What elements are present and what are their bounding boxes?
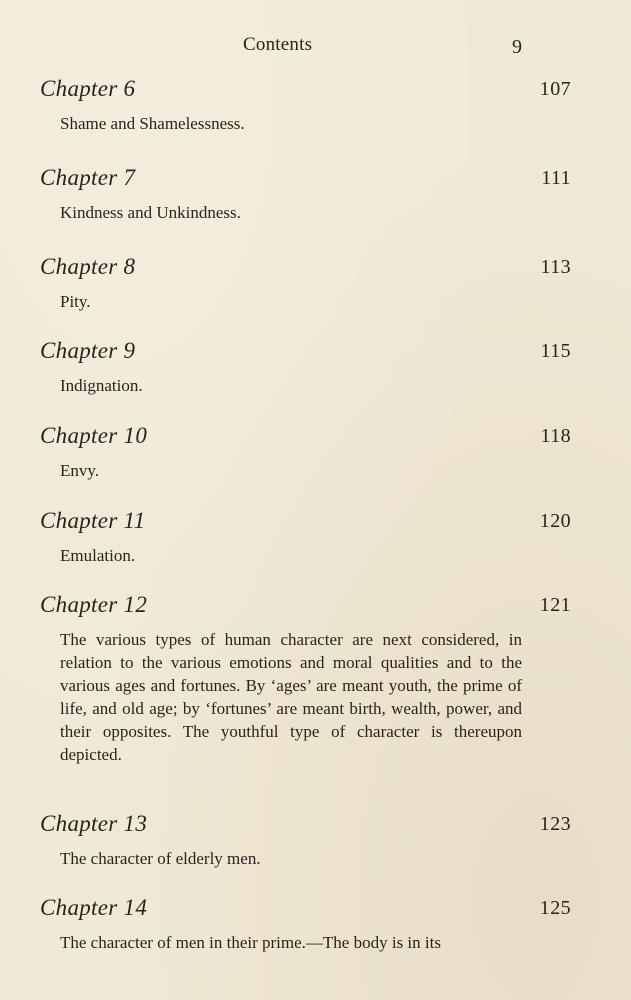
chapter-page-number: 123 [539,813,571,835]
chapter-summary: Indignation. [60,376,143,395]
chapter-page-number: 120 [539,510,571,532]
chapter-summary: The character of elderly men. [60,849,261,868]
chapter-page-number: 107 [539,78,571,100]
chapter-page-number: 121 [539,594,571,616]
chapter-summary: The various types of human character are next considered, in relation to the various emotions and moral qualities and to the various ages and fortunes. By ‘ages’ are meant youth, the prime of life, and old age; by ‘fortunes’ are meant birth, wealth, power, and their opposites. The youthful type of character is thereupon depicted. [60,630,522,764]
chapter-page-number: 113 [540,256,571,278]
chapter-title: Chapter 7 [40,165,136,190]
chapter-title: Chapter 9 [40,338,136,363]
chapter-page-number: 115 [540,340,571,362]
running-head [0,34,631,60]
running-head-title: Contents [243,34,313,55]
chapter-page-number: 111 [541,167,571,189]
chapter-page-number: 125 [539,897,571,919]
chapter-title: Chapter 12 [40,592,148,617]
chapter-title: Chapter 10 [40,423,148,448]
chapter-summary: Emulation. [60,546,136,565]
chapter-summary: Shame and Shamelessness. [60,114,245,133]
chapter-summary: The character of men in their prime.—The body is in its [60,933,441,952]
chapter-page-number: 118 [540,425,571,447]
chapter-title: Chapter 14 [40,895,148,920]
chapter-summary: Kindness and Unkindness. [60,203,241,222]
chapter-title: Chapter 6 [40,76,136,101]
chapter-title: Chapter 8 [40,254,136,279]
chapter-summary: Envy. [60,461,100,480]
running-head-page-number: 9 [512,36,522,58]
chapter-title: Chapter 13 [40,811,148,836]
chapter-title: Chapter 11 [40,508,146,533]
chapter-summary: Pity. [60,292,91,311]
